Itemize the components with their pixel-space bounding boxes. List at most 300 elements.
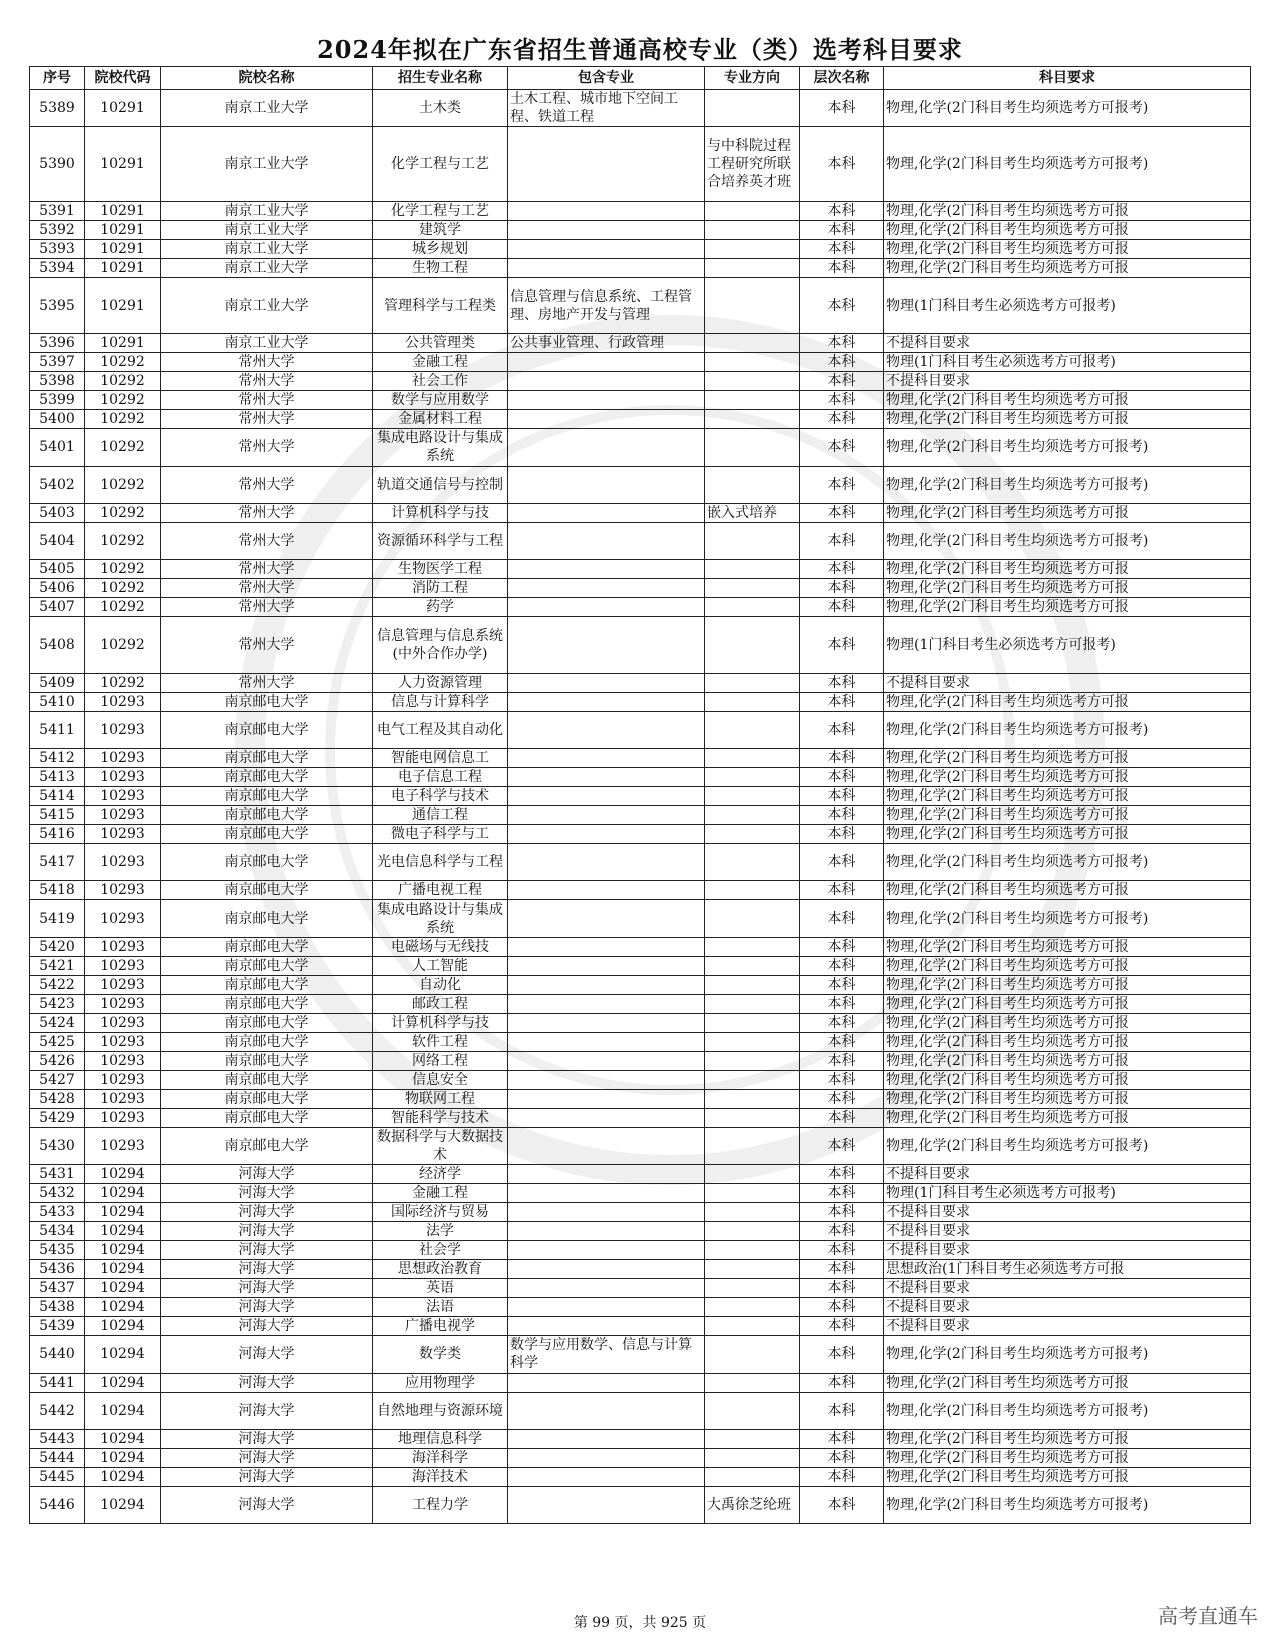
cell-direction	[705, 956, 800, 975]
cell-code: 10294	[85, 1467, 161, 1486]
cell-code: 10293	[85, 1127, 161, 1164]
cell-level: 本科	[800, 372, 884, 391]
cell-no: 5389	[30, 90, 85, 127]
cell-requirement: 不提科目要求	[884, 1317, 1251, 1336]
cell-major: 电磁场与无线技	[373, 937, 508, 956]
cell-direction	[705, 429, 800, 466]
cell-no: 5415	[30, 805, 85, 824]
cell-direction	[705, 673, 800, 692]
cell-school: 南京邮电大学	[161, 1070, 373, 1089]
cell-school: 南京邮电大学	[161, 1108, 373, 1127]
cell-level: 本科	[800, 1165, 884, 1184]
cell-school: 南京邮电大学	[161, 994, 373, 1013]
table-row	[30, 1392, 1251, 1429]
cell-no: 5401	[30, 429, 85, 466]
cell-requirement: 不提科目要求	[884, 1298, 1251, 1317]
header-requirement: 科目要求	[884, 67, 1251, 90]
cell-major: 管理科学与工程类	[373, 278, 508, 334]
cell-includes	[508, 1070, 705, 1089]
cell-direction	[705, 786, 800, 805]
cell-school: 南京邮电大学	[161, 767, 373, 786]
cell-direction	[705, 1298, 800, 1317]
cell-school: 南京邮电大学	[161, 692, 373, 711]
table-row	[30, 372, 1251, 391]
table-row	[30, 786, 1251, 805]
cell-code: 10294	[85, 1184, 161, 1203]
cell-major: 软件工程	[373, 1032, 508, 1051]
cell-code: 10292	[85, 504, 161, 523]
cell-includes	[508, 1184, 705, 1203]
cell-school: 南京邮电大学	[161, 843, 373, 880]
cell-school: 南京邮电大学	[161, 900, 373, 937]
cell-major: 金融工程	[373, 353, 508, 372]
cell-requirement: 物理,化学(2门科目考生均须选考方可报	[884, 692, 1251, 711]
cell-no: 5406	[30, 579, 85, 598]
cell-code: 10294	[85, 1317, 161, 1336]
cell-major: 集成电路设计与集成系统	[373, 429, 508, 466]
cell-no: 5427	[30, 1070, 85, 1089]
table-row	[30, 900, 1251, 937]
cell-direction	[705, 843, 800, 880]
table-row	[30, 1373, 1251, 1392]
cell-includes	[508, 1222, 705, 1241]
cell-level: 本科	[800, 90, 884, 127]
cell-code: 10291	[85, 259, 161, 278]
cell-code: 10292	[85, 429, 161, 466]
table-row	[30, 598, 1251, 617]
cell-requirement: 物理(1门科目考生必须选考方可报考)	[884, 278, 1251, 334]
cell-school: 河海大学	[161, 1392, 373, 1429]
cell-no: 5393	[30, 240, 85, 259]
cell-requirement: 物理,化学(2门科目考生均须选考方可报考)	[884, 127, 1251, 202]
cell-requirement: 物理(1门科目考生必须选考方可报考)	[884, 1184, 1251, 1203]
cell-level: 本科	[800, 881, 884, 900]
cell-direction	[705, 1051, 800, 1070]
cell-no: 5405	[30, 560, 85, 579]
cell-school: 南京邮电大学	[161, 1089, 373, 1108]
cell-no: 5429	[30, 1108, 85, 1127]
cell-level: 本科	[800, 1222, 884, 1241]
cell-school: 河海大学	[161, 1317, 373, 1336]
cell-code: 10293	[85, 786, 161, 805]
cell-school: 南京邮电大学	[161, 711, 373, 748]
cell-code: 10293	[85, 805, 161, 824]
cell-requirement: 不提科目要求	[884, 1222, 1251, 1241]
table-row	[30, 692, 1251, 711]
cell-level: 本科	[800, 1032, 884, 1051]
cell-includes	[508, 353, 705, 372]
cell-school: 河海大学	[161, 1298, 373, 1317]
cell-code: 10292	[85, 673, 161, 692]
cell-level: 本科	[800, 786, 884, 805]
cell-includes	[508, 937, 705, 956]
cell-code: 10294	[85, 1241, 161, 1260]
cell-no: 5392	[30, 221, 85, 240]
cell-school: 南京邮电大学	[161, 1032, 373, 1051]
cell-requirement: 不提科目要求	[884, 1203, 1251, 1222]
table-row	[30, 1486, 1251, 1523]
cell-direction	[705, 278, 800, 334]
cell-no: 5410	[30, 692, 85, 711]
cell-code: 10294	[85, 1486, 161, 1523]
cell-includes	[508, 824, 705, 843]
cell-includes: 信息管理与信息系统、工程管理、房地产开发与管理	[508, 278, 705, 334]
cell-code: 10293	[85, 748, 161, 767]
cell-direction: 与中科院过程工程研究所联合培养英才班	[705, 127, 800, 202]
cell-major: 信息与计算科学	[373, 692, 508, 711]
table-row	[30, 1467, 1251, 1486]
cell-school: 河海大学	[161, 1241, 373, 1260]
cell-direction	[705, 410, 800, 429]
cell-major: 广播电视工程	[373, 881, 508, 900]
cell-direction	[705, 1467, 800, 1486]
requirements-table	[29, 66, 1251, 1524]
table-row	[30, 410, 1251, 429]
cell-major: 社会学	[373, 1241, 508, 1260]
cell-requirement: 物理,化学(2门科目考生均须选考方可报	[884, 748, 1251, 767]
cell-school: 河海大学	[161, 1336, 373, 1373]
cell-requirement: 物理,化学(2门科目考生均须选考方可报	[884, 410, 1251, 429]
cell-direction	[705, 1317, 800, 1336]
table-body	[30, 90, 1251, 1524]
cell-includes	[508, 767, 705, 786]
cell-requirement: 不提科目要求	[884, 1165, 1251, 1184]
cell-no: 5423	[30, 994, 85, 1013]
cell-school: 常州大学	[161, 429, 373, 466]
cell-school: 常州大学	[161, 579, 373, 598]
cell-major: 计算机科学与技	[373, 504, 508, 523]
cell-requirement: 物理,化学(2门科目考生均须选考方可报	[884, 259, 1251, 278]
cell-code: 10292	[85, 579, 161, 598]
cell-level: 本科	[800, 410, 884, 429]
cell-level: 本科	[800, 259, 884, 278]
cell-direction	[705, 994, 800, 1013]
cell-no: 5403	[30, 504, 85, 523]
cell-requirement: 物理(1门科目考生必须选考方可报考)	[884, 617, 1251, 673]
table-row	[30, 353, 1251, 372]
cell-requirement: 物理,化学(2门科目考生均须选考方可报	[884, 881, 1251, 900]
table-row	[30, 937, 1251, 956]
cell-requirement: 不提科目要求	[884, 372, 1251, 391]
table-row	[30, 127, 1251, 202]
cell-code: 10291	[85, 127, 161, 202]
cell-includes	[508, 1279, 705, 1298]
table-row	[30, 1222, 1251, 1241]
cell-school: 常州大学	[161, 372, 373, 391]
cell-direction	[705, 1429, 800, 1448]
cell-level: 本科	[800, 1392, 884, 1429]
cell-requirement: 物理,化学(2门科目考生均须选考方可报	[884, 994, 1251, 1013]
cell-major: 自然地理与资源环境	[373, 1392, 508, 1429]
cell-level: 本科	[800, 353, 884, 372]
cell-includes	[508, 711, 705, 748]
cell-direction	[705, 767, 800, 786]
cell-major: 金属材料工程	[373, 410, 508, 429]
cell-no: 5413	[30, 767, 85, 786]
table-row	[30, 523, 1251, 560]
header-code: 院校代码	[85, 67, 161, 90]
cell-no: 5438	[30, 1298, 85, 1317]
cell-includes	[508, 1127, 705, 1164]
cell-includes	[508, 410, 705, 429]
cell-code: 10294	[85, 1279, 161, 1298]
cell-school: 常州大学	[161, 560, 373, 579]
table-row	[30, 824, 1251, 843]
cell-level: 本科	[800, 1317, 884, 1336]
cell-code: 10294	[85, 1298, 161, 1317]
cell-requirement: 物理,化学(2门科目考生均须选考方可报	[884, 202, 1251, 221]
cell-requirement: 物理,化学(2门科目考生均须选考方可报考)	[884, 1392, 1251, 1429]
cell-includes	[508, 202, 705, 221]
cell-no: 5418	[30, 881, 85, 900]
brand-watermark: 高考直通车	[1158, 1604, 1258, 1628]
cell-no: 5394	[30, 259, 85, 278]
table-row	[30, 1203, 1251, 1222]
cell-major: 邮政工程	[373, 994, 508, 1013]
table-row	[30, 466, 1251, 503]
cell-direction	[705, 1260, 800, 1279]
cell-direction	[705, 523, 800, 560]
table-row	[30, 1070, 1251, 1089]
cell-major: 信息管理与信息系统(中外合作办学)	[373, 617, 508, 673]
cell-major: 城乡规划	[373, 240, 508, 259]
cell-level: 本科	[800, 334, 884, 353]
cell-school: 河海大学	[161, 1373, 373, 1392]
header-includes: 包含专业	[508, 67, 705, 90]
cell-requirement: 物理,化学(2门科目考生均须选考方可报考)	[884, 1486, 1251, 1523]
cell-direction	[705, 1448, 800, 1467]
cell-includes	[508, 127, 705, 202]
cell-code: 10293	[85, 975, 161, 994]
table-row	[30, 1013, 1251, 1032]
cell-direction	[705, 748, 800, 767]
cell-level: 本科	[800, 523, 884, 560]
cell-no: 5414	[30, 786, 85, 805]
table-row	[30, 1051, 1251, 1070]
cell-direction	[705, 598, 800, 617]
table-row	[30, 221, 1251, 240]
cell-school: 常州大学	[161, 523, 373, 560]
cell-direction	[705, 1070, 800, 1089]
cell-direction	[705, 711, 800, 748]
cell-direction	[705, 1032, 800, 1051]
table-row	[30, 1184, 1251, 1203]
cell-no: 5432	[30, 1184, 85, 1203]
cell-no: 5396	[30, 334, 85, 353]
page-footer: 第 99 页，共 925 页	[573, 1615, 707, 1631]
page-title: 2024年拟在广东省招生普通高校专业（类）选考科目要求	[317, 35, 963, 64]
cell-includes	[508, 1108, 705, 1127]
cell-code: 10294	[85, 1165, 161, 1184]
cell-level: 本科	[800, 579, 884, 598]
cell-level: 本科	[800, 994, 884, 1013]
cell-includes	[508, 843, 705, 880]
cell-level: 本科	[800, 937, 884, 956]
cell-direction	[705, 692, 800, 711]
cell-major: 药学	[373, 598, 508, 617]
cell-includes	[508, 692, 705, 711]
cell-school: 南京工业大学	[161, 334, 373, 353]
cell-level: 本科	[800, 956, 884, 975]
cell-level: 本科	[800, 1070, 884, 1089]
cell-no: 5419	[30, 900, 85, 937]
cell-major: 生物医学工程	[373, 560, 508, 579]
cell-school: 南京邮电大学	[161, 881, 373, 900]
cell-major: 法语	[373, 1298, 508, 1317]
cell-requirement: 不提科目要求	[884, 334, 1251, 353]
cell-requirement: 物理,化学(2门科目考生均须选考方可报	[884, 1448, 1251, 1467]
cell-includes	[508, 1203, 705, 1222]
cell-requirement: 物理,化学(2门科目考生均须选考方可报	[884, 560, 1251, 579]
cell-direction	[705, 579, 800, 598]
cell-direction	[705, 90, 800, 127]
cell-code: 10293	[85, 994, 161, 1013]
cell-major: 生物工程	[373, 259, 508, 278]
cell-no: 5442	[30, 1392, 85, 1429]
table-row	[30, 748, 1251, 767]
cell-includes	[508, 372, 705, 391]
cell-major: 海洋科学	[373, 1448, 508, 1467]
cell-level: 本科	[800, 504, 884, 523]
cell-no: 5417	[30, 843, 85, 880]
cell-school: 南京邮电大学	[161, 956, 373, 975]
cell-direction	[705, 334, 800, 353]
cell-school: 南京工业大学	[161, 278, 373, 334]
cell-major: 微电子科学与工	[373, 824, 508, 843]
cell-code: 10294	[85, 1429, 161, 1448]
cell-direction	[705, 1184, 800, 1203]
cell-school: 河海大学	[161, 1203, 373, 1222]
cell-major: 公共管理类	[373, 334, 508, 353]
cell-no: 5398	[30, 372, 85, 391]
table-row	[30, 504, 1251, 523]
cell-code: 10293	[85, 692, 161, 711]
cell-level: 本科	[800, 560, 884, 579]
cell-includes	[508, 240, 705, 259]
cell-no: 5402	[30, 466, 85, 503]
cell-code: 10291	[85, 221, 161, 240]
cell-major: 网络工程	[373, 1051, 508, 1070]
cell-level: 本科	[800, 748, 884, 767]
cell-level: 本科	[800, 1429, 884, 1448]
table-row	[30, 278, 1251, 334]
cell-no: 5441	[30, 1373, 85, 1392]
header-level: 层次名称	[800, 67, 884, 90]
cell-major: 通信工程	[373, 805, 508, 824]
table-row	[30, 1429, 1251, 1448]
cell-school: 南京邮电大学	[161, 824, 373, 843]
cell-includes	[508, 673, 705, 692]
cell-direction	[705, 1108, 800, 1127]
cell-direction	[705, 1127, 800, 1164]
table-row	[30, 1279, 1251, 1298]
cell-major: 应用物理学	[373, 1373, 508, 1392]
cell-level: 本科	[800, 1448, 884, 1467]
cell-school: 南京邮电大学	[161, 748, 373, 767]
cell-requirement: 物理,化学(2门科目考生均须选考方可报	[884, 824, 1251, 843]
cell-code: 10291	[85, 334, 161, 353]
cell-level: 本科	[800, 1467, 884, 1486]
cell-includes	[508, 523, 705, 560]
cell-direction	[705, 1392, 800, 1429]
cell-requirement: 物理,化学(2门科目考生均须选考方可报考)	[884, 1336, 1251, 1373]
cell-direction	[705, 881, 800, 900]
header-school: 院校名称	[161, 67, 373, 90]
cell-code: 10291	[85, 202, 161, 221]
table-row	[30, 1165, 1251, 1184]
cell-code: 10293	[85, 881, 161, 900]
header-major: 招生专业名称	[373, 67, 508, 90]
cell-major: 国际经济与贸易	[373, 1203, 508, 1222]
cell-major: 社会工作	[373, 372, 508, 391]
cell-requirement: 物理,化学(2门科目考生均须选考方可报考)	[884, 466, 1251, 503]
cell-direction	[705, 466, 800, 503]
cell-code: 10293	[85, 711, 161, 748]
cell-requirement: 不提科目要求	[884, 673, 1251, 692]
cell-includes	[508, 617, 705, 673]
cell-major: 智能电网信息工	[373, 748, 508, 767]
cell-school: 常州大学	[161, 466, 373, 503]
cell-includes: 土木工程、城市地下空间工程、铁道工程	[508, 90, 705, 127]
cell-level: 本科	[800, 127, 884, 202]
cell-major: 计算机科学与技	[373, 1013, 508, 1032]
cell-includes	[508, 1317, 705, 1336]
cell-level: 本科	[800, 975, 884, 994]
cell-no: 5397	[30, 353, 85, 372]
table-row	[30, 805, 1251, 824]
table-row	[30, 202, 1251, 221]
cell-includes	[508, 1013, 705, 1032]
cell-includes	[508, 786, 705, 805]
cell-direction	[705, 1279, 800, 1298]
cell-code: 10293	[85, 767, 161, 786]
cell-school: 常州大学	[161, 598, 373, 617]
table-row	[30, 767, 1251, 786]
cell-code: 10293	[85, 1051, 161, 1070]
cell-no: 5436	[30, 1260, 85, 1279]
table-row	[30, 1127, 1251, 1164]
table-row	[30, 843, 1251, 880]
cell-code: 10293	[85, 900, 161, 937]
cell-requirement: 物理,化学(2门科目考生均须选考方可报	[884, 1373, 1251, 1392]
table-header-row	[30, 67, 1251, 90]
cell-requirement: 物理,化学(2门科目考生均须选考方可报	[884, 504, 1251, 523]
cell-no: 5444	[30, 1448, 85, 1467]
cell-no: 5407	[30, 598, 85, 617]
cell-direction	[705, 221, 800, 240]
cell-includes	[508, 391, 705, 410]
header-no: 序号	[30, 67, 85, 90]
cell-direction	[705, 1013, 800, 1032]
table-row	[30, 1032, 1251, 1051]
cell-requirement: 物理,化学(2门科目考生均须选考方可报考)	[884, 429, 1251, 466]
cell-includes	[508, 994, 705, 1013]
cell-major: 电子信息工程	[373, 767, 508, 786]
cell-code: 10293	[85, 1089, 161, 1108]
cell-includes	[508, 1051, 705, 1070]
cell-requirement: 物理,化学(2门科目考生均须选考方可报	[884, 975, 1251, 994]
cell-includes	[508, 221, 705, 240]
table-row	[30, 1317, 1251, 1336]
cell-code: 10292	[85, 372, 161, 391]
cell-school: 河海大学	[161, 1467, 373, 1486]
cell-code: 10292	[85, 560, 161, 579]
cell-major: 化学工程与工艺	[373, 127, 508, 202]
cell-includes	[508, 900, 705, 937]
cell-no: 5408	[30, 617, 85, 673]
table-row	[30, 994, 1251, 1013]
cell-no: 5430	[30, 1127, 85, 1164]
